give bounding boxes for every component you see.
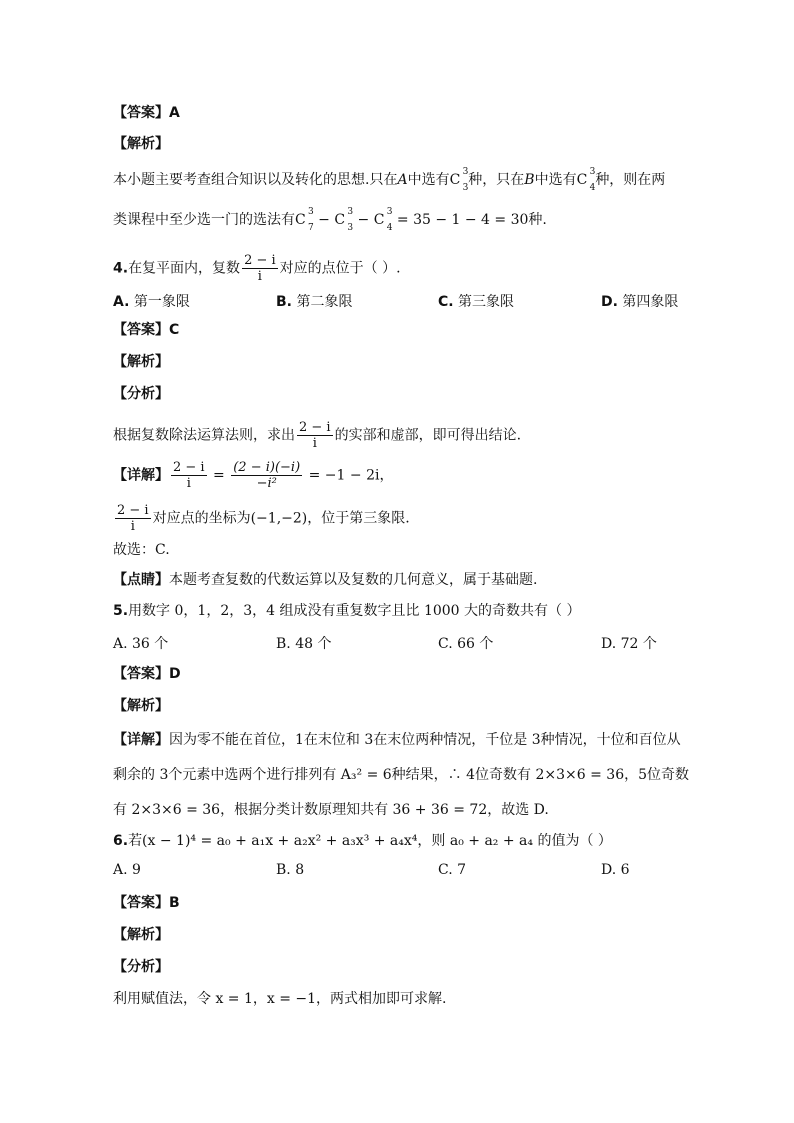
- q4-answer: 【答案】C: [113, 322, 180, 338]
- q6-answer: 【答案】B: [113, 895, 180, 911]
- q6-analysis-tag: 【解析】: [113, 927, 169, 943]
- q5-option-b: B. 48 个: [276, 636, 332, 652]
- q4-coord: $\frac{2 - i}{i}$ 对应点的坐标为(−1,−2)，位于第三象限.: [117, 503, 410, 534]
- q4-option-b: B. 第二象限: [276, 294, 353, 310]
- q4-detail: 【详解】 $\frac{2 - i}{i}$ = $\frac{(2 - i)(-i)}{\text{−i²}}$ = −1 − 2i，: [113, 460, 394, 491]
- q5-analysis-tag: 【解析】: [113, 698, 169, 714]
- q4-fenxi: 根据复数除法运算法则，求出 $\frac{2 - i}{i}$ 的实部和虚部，即可得出结论.: [113, 420, 522, 451]
- combination-c43: C 3 4: [576, 167, 596, 193]
- q4-fenxi-tag: 【分析】: [113, 386, 169, 402]
- q6-option-b: B. 8: [276, 862, 305, 878]
- q5-option-c: C. 66 个: [438, 636, 494, 652]
- q4-option-a: A. 第一象限: [113, 294, 190, 310]
- q6-option-d: D. 6: [601, 862, 630, 878]
- q4-option-d: D. 第四象限: [601, 294, 679, 310]
- combination-c33: C 3 3: [449, 167, 469, 193]
- q3-answer: [113, 103, 180, 123]
- q5-answer: 【答案】D: [113, 666, 181, 682]
- fraction: $\frac{2 - i}{i}$: [244, 253, 276, 284]
- q4-stem: 4.在复平面内，复数 $\frac{2 - i}{i}$ 对应的点位于（ ）.: [113, 253, 401, 284]
- q4-dianjing: 【点睛】本题考查复数的代数运算以及复数的几何意义，属于基础题.: [113, 572, 538, 588]
- q5-stem: 5.用数字 0，1，2，3，4 组成没有重复数字且比 1000 大的奇数共有（ ）: [113, 603, 581, 619]
- answer-letter: A: [169, 105, 180, 121]
- q5-detail-line3: 有 2×3×6 = 36，根据分类计数原理知共有 36 + 36 = 72，故选 D.: [113, 802, 549, 818]
- q6-fenxi-tag: 【分析】: [113, 959, 169, 975]
- q3-analysis-line1: 本小题主要考查组合知识以及转化的思想.只在A中选有C 3 3 种，只在B中选有C 3 4 种，则在两: [113, 167, 666, 193]
- q6-option-c: C. 7: [438, 862, 467, 878]
- q6-stem: 6.若(x − 1)⁴ = a₀ + a₁x + a₂x² + a₃x³ + a₄x⁴，则 a₀ + a₂ + a₄ 的值为（ ）: [113, 833, 612, 849]
- q6-option-a: A. 9: [113, 862, 141, 878]
- q5-option-d: D. 72 个: [601, 636, 657, 652]
- q4-analysis-tag: 【解析】: [113, 354, 169, 370]
- q3-analysis-tag: 【解析】: [113, 136, 169, 152]
- q5-detail-line2: 剩余的 3个元素中选两个进行排列有 A₃² = 6种结果，∴ 4位奇数有 2×3×6 = 36，5位奇数: [113, 767, 690, 783]
- q3-analysis-line2: 类课程中至少选一门的选法有C 3 7 − C 3 3 − C 3 4 = 35 − 1 − 4 = 30种.: [113, 207, 547, 233]
- q5-detail-line1: 【详解】因为零不能在首位，1在末位和 3在末位两种情况，千位是 3种情况，十位和百位从: [113, 732, 681, 748]
- q4-option-c: C. 第三象限: [438, 294, 515, 310]
- q4-choose: 故选：C.: [113, 542, 170, 558]
- q5-option-a: A. 36 个: [113, 636, 169, 652]
- q6-fenxi: 利用赋值法，令 x = 1，x = −1，两式相加即可求解.: [113, 991, 447, 1007]
- answer-tag: 【答案】: [113, 105, 169, 121]
